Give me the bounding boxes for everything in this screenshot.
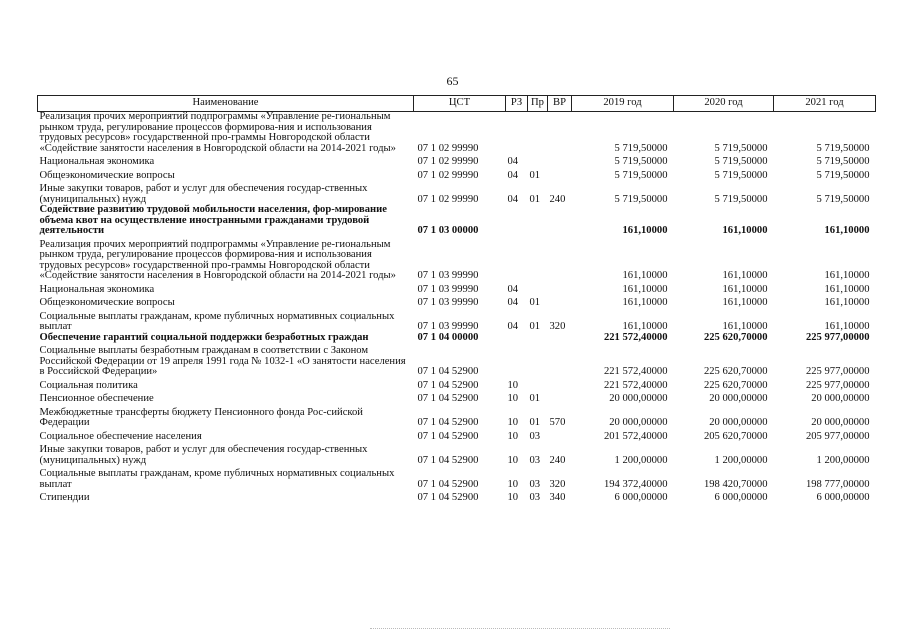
row-cst: 07 1 04 52900 [417,379,479,391]
table-row [38,168,876,182]
row-vr: 240 [549,193,566,205]
table-row [38,205,876,237]
row-2020: 161,10000 [722,297,768,308]
row-vr: 320 [549,478,566,490]
table-row [38,112,876,155]
row-cst: 07 1 02 99990 [417,142,479,154]
row-rz: 10 [507,430,519,442]
row-rz: 04 [507,283,519,295]
row-2020: 5 719,50000 [714,169,768,181]
row-rz: 10 [507,478,519,490]
row-rz [506,343,528,378]
row-rz: 04 [507,321,519,332]
row-pr [528,237,548,282]
row-rz: 04 [507,297,519,308]
row-rz: 10 [507,454,519,466]
row-2021: 5 719,50000 [816,156,870,167]
row-cst: 07 1 04 52900 [417,454,479,466]
row-name: Социальные выплаты безработным гражданам в соответствии с Законом Российской Федерации от 19 апреля 1991 года № 1032-1 «О занятости населения в Российской Федерации» [39,345,406,377]
row-2021: 5 719,50000 [816,142,870,154]
row-2019: 221 572,40000 [603,331,668,343]
row-2019: 161,10000 [622,297,668,308]
row-name: Содействие развитию трудовой мобильности населения, фор-мирование объема квот на осуществление иностранными гражданами трудовой деятельности [39,204,387,236]
row-pr: 01 [529,417,541,428]
row-name: Обеспечение гарантий социальной поддержки безработных граждан [39,331,369,343]
row-2019: 221 572,40000 [603,379,668,391]
row-vr [548,378,572,392]
table-row [38,466,876,490]
row-rz: 04 [507,169,519,181]
row-name: Социальные выплаты гражданам, кроме публичных нормативных социальных выплат [39,468,395,490]
header-row [38,96,876,112]
row-2020: 225 620,70000 [703,331,768,343]
row-vr [548,391,572,405]
column-header: Пр [528,96,548,112]
row-vr [548,282,572,296]
page-number: 65 [446,74,459,88]
row-pr: 01 [529,193,541,205]
row-name: Социальное обеспечение населения [39,430,202,442]
row-2020: 161,10000 [722,225,768,236]
row-cst: 07 1 04 52900 [417,492,479,503]
row-2019: 6 000,00000 [614,492,668,503]
row-name: Иные закупки товаров, работ и услуг для обеспечения государ-ственных (муниципальных) нужд [39,183,368,205]
row-2020: 5 719,50000 [714,156,768,167]
row-vr [548,205,572,237]
footer-scan-noise [370,628,670,631]
table-row [38,333,876,344]
row-2019: 161,10000 [622,321,668,332]
row-2021: 225 977,00000 [805,366,870,377]
row-2021: 161,10000 [824,321,870,332]
row-pr: 03 [529,454,541,466]
row-name: Национальная экономика [39,283,155,295]
row-vr: 570 [549,417,566,428]
row-pr [528,378,548,392]
row-rz: 10 [507,379,519,391]
row-2021: 198 777,00000 [805,478,870,490]
row-cst: 07 1 04 52900 [417,430,479,442]
row-vr [548,154,572,168]
row-cst: 07 1 02 99990 [417,193,479,205]
row-2019: 194 372,40000 [603,478,668,490]
row-2020: 5 719,50000 [714,142,768,154]
row-cst: 07 1 02 99990 [417,156,479,167]
row-pr [528,154,548,168]
budget-table [37,95,876,504]
table-row [38,309,876,333]
row-2019: 5 719,50000 [614,142,668,154]
row-2020: 198 420,70000 [703,478,768,490]
table-row [38,490,876,504]
row-2020: 20 000,00000 [709,393,768,404]
row-rz: 10 [507,492,519,503]
row-2021: 205 977,00000 [805,430,870,442]
row-2019: 161,10000 [622,270,668,281]
row-2021: 225 977,00000 [805,379,870,391]
table-header [38,96,876,112]
column-header: ВР [548,96,572,112]
row-cst: 07 1 03 99990 [417,283,479,295]
row-2019: 221 572,40000 [603,366,668,377]
column-header: 2021 год [774,96,876,112]
row-2020: 205 620,70000 [703,430,768,442]
row-2021: 161,10000 [824,283,870,295]
row-cst: 07 1 04 52900 [417,366,479,377]
row-vr: 320 [549,321,566,332]
row-cst: 07 1 04 52900 [417,417,479,428]
row-name: Межбюджетные трансферты бюджету Пенсионного фонда Рос-сийской Федерации [39,406,363,428]
row-cst: 07 1 03 00000 [417,225,479,236]
table-row [38,181,876,205]
row-pr [528,282,548,296]
row-vr [548,112,572,155]
table-row [38,154,876,168]
row-2020: 6 000,00000 [714,492,768,503]
table-row [38,282,876,296]
row-pr: 01 [529,297,541,308]
row-name: Общеэкономические вопросы [39,169,175,181]
row-vr [548,237,572,282]
table-body [38,112,876,504]
row-pr [528,343,548,378]
table-row [38,378,876,392]
row-2019: 161,10000 [622,225,668,236]
table-row [38,237,876,282]
row-rz: 10 [507,393,519,404]
row-vr [548,429,572,443]
row-rz [506,112,528,155]
row-rz: 10 [507,417,519,428]
row-vr: 340 [549,492,566,503]
row-2020: 161,10000 [722,270,768,281]
table-row [38,295,876,309]
row-2021: 161,10000 [824,297,870,308]
row-pr: 03 [529,492,541,503]
column-header: Наименование [38,96,414,112]
table-row [38,391,876,405]
row-2019: 5 719,50000 [614,169,668,181]
row-cst: 07 1 04 52900 [417,478,479,490]
row-2020: 225 620,70000 [703,379,768,391]
row-pr: 01 [529,321,541,332]
row-2020: 5 719,50000 [714,193,768,205]
row-2020: 225 620,70000 [703,366,768,377]
row-2021: 6 000,00000 [816,492,870,503]
row-name: Социальная политика [39,379,138,391]
row-cst: 07 1 03 99990 [417,321,479,332]
row-vr [548,343,572,378]
row-vr: 240 [549,454,566,466]
row-rz [506,333,528,344]
table-row [38,405,876,429]
table-row [38,343,876,378]
row-2021: 20 000,00000 [811,393,870,404]
row-2020: 1 200,00000 [714,454,768,466]
row-2020: 161,10000 [722,321,768,332]
row-2021: 1 200,00000 [816,454,870,466]
row-2019: 1 200,00000 [614,454,668,466]
row-pr: 03 [529,430,541,442]
row-2021: 161,10000 [824,225,870,236]
column-header: 2020 год [674,96,774,112]
row-cst: 07 1 03 99990 [417,270,479,281]
row-cst: 07 1 03 99990 [417,297,479,308]
row-2019: 5 719,50000 [614,193,668,205]
row-cst: 07 1 04 52900 [417,393,479,404]
row-pr [528,333,548,344]
table-row [38,442,876,466]
row-pr: 03 [529,478,541,490]
row-rz: 04 [507,193,519,205]
row-2020: 161,10000 [722,283,768,295]
column-header: РЗ [506,96,528,112]
row-name: Стипендии [39,492,90,503]
row-pr [528,205,548,237]
row-pr [528,112,548,155]
row-rz: 04 [507,156,519,167]
row-name: Социальные выплаты гражданам, кроме публичных нормативных социальных выплат [39,310,395,332]
row-name: Общеэкономические вопросы [39,297,175,308]
row-pr: 01 [529,393,541,404]
row-2021: 5 719,50000 [816,169,870,181]
row-name: Национальная экономика [39,156,155,167]
row-pr: 01 [529,169,541,181]
row-cst: 07 1 02 99990 [417,169,479,181]
row-vr [548,333,572,344]
column-header: 2019 год [572,96,674,112]
row-2021: 161,10000 [824,270,870,281]
row-name: Пенсионное обеспечение [39,393,154,404]
row-2021: 5 719,50000 [816,193,870,205]
row-2021: 225 977,00000 [805,331,870,343]
row-name: Реализация прочих мероприятий подпрограммы «Управление ре-гиональным рынком труда, регулирование процессов формирова-ния и использования трудовых ресурсов» государственной про-граммы Новгородской области «Содействие занятости населения в Новгородской области на 2014-2021 годы» [39,238,396,281]
row-2019: 5 719,50000 [614,156,668,167]
row-2019: 20 000,00000 [609,393,668,404]
table-row [38,429,876,443]
row-name: Реализация прочих мероприятий подпрограммы «Управление ре-гиональным рынком труда, регулирование процессов формирова-ния и использования трудовых ресурсов» государственной про-граммы Новгородской области «Содействие занятости населения в Новгородской области на 2014-2021 годы» [39,111,396,154]
row-rz [506,237,528,282]
row-2019: 201 572,40000 [603,430,668,442]
row-2019: 161,10000 [622,283,668,295]
row-rz [506,205,528,237]
row-vr [548,295,572,309]
row-2019: 20 000,00000 [609,417,668,428]
row-2021: 20 000,00000 [811,417,870,428]
row-name: Иные закупки товаров, работ и услуг для обеспечения государ-ственных (муниципальных) нужд [39,444,368,466]
row-vr [548,168,572,182]
row-cst: 07 1 04 00000 [417,331,479,343]
row-2020: 20 000,00000 [709,417,768,428]
column-header: ЦСТ [414,96,506,112]
